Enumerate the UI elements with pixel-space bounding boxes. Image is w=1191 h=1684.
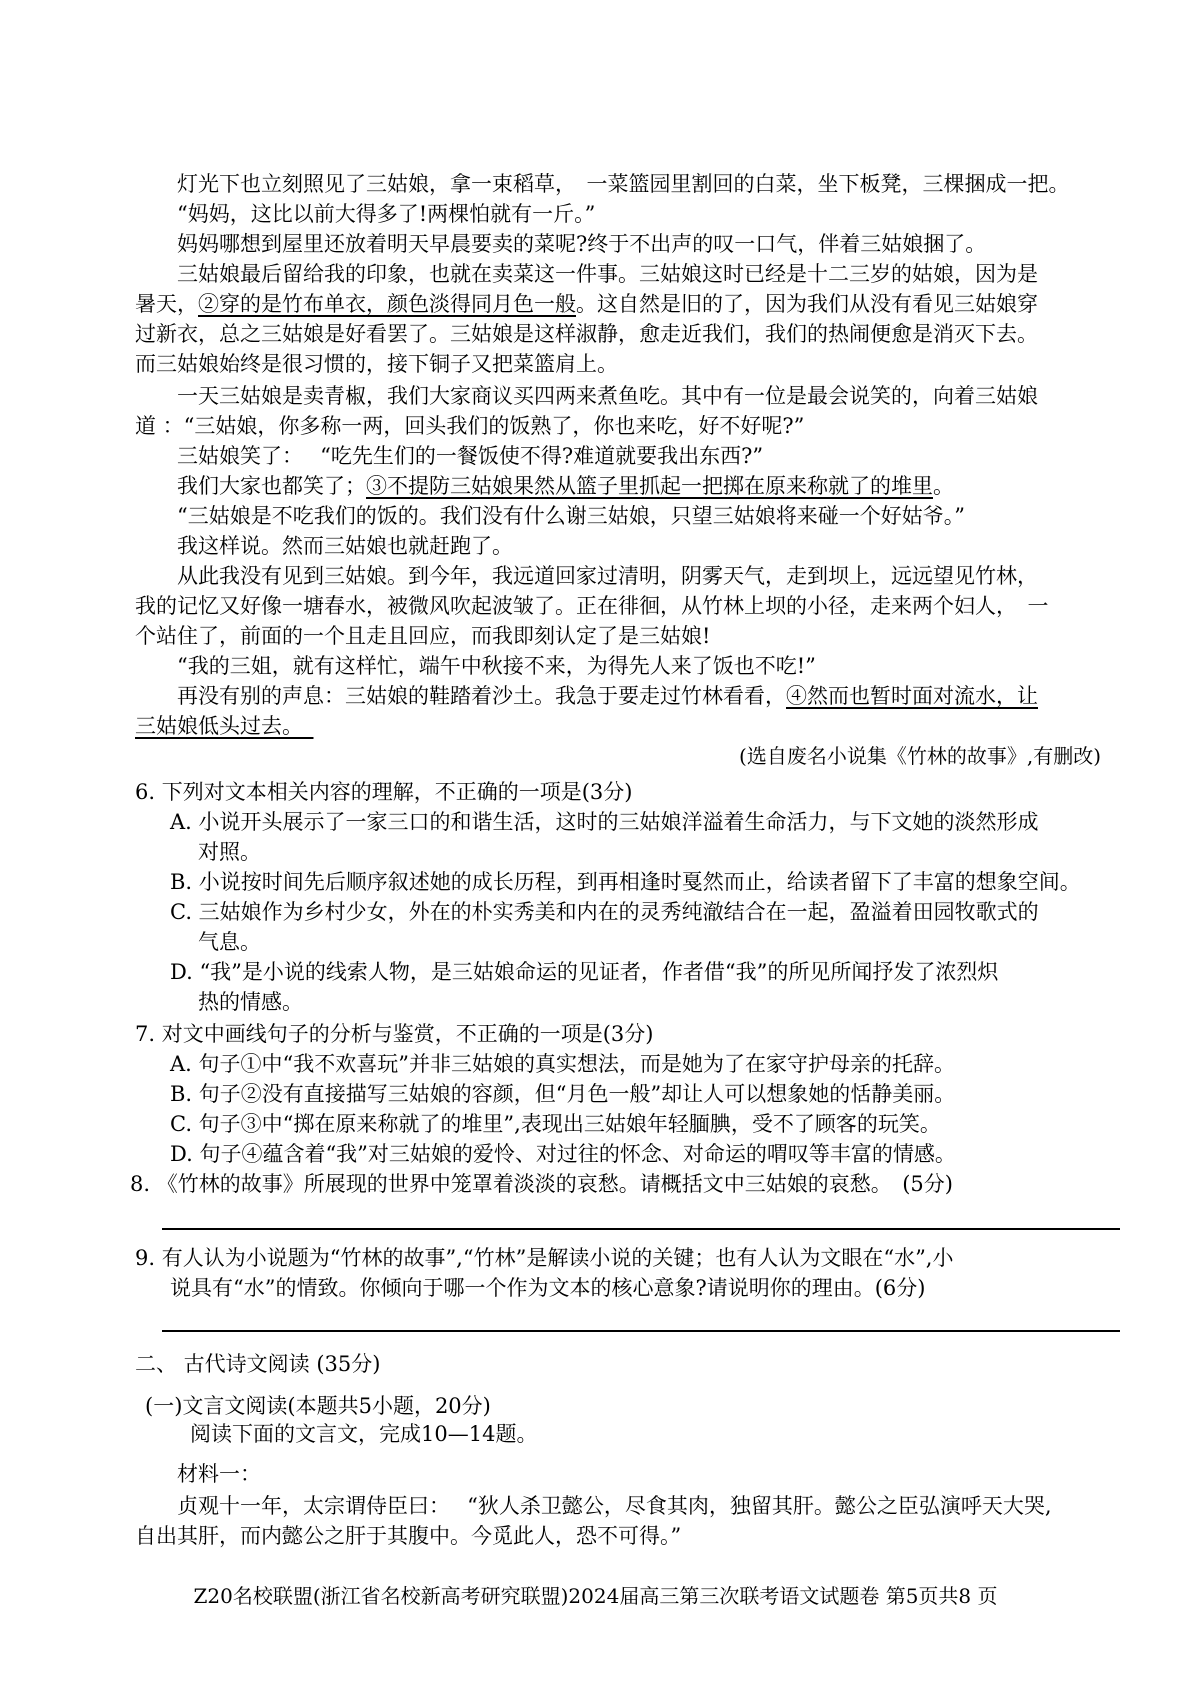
question-8: 8. 《竹林的故事》所展现的世界中笼罩着淡淡的哀愁。请概括文中三姑娘的哀愁。 (5分) [130, 1172, 953, 1196]
passage-paragraph-line: 个站住了，前面的一个且走且回应，而我即刻认定了是三姑娘! [135, 624, 711, 648]
question-6-option-d: D. “我”是小说的线索人物，是三姑娘命运的见证者，作者借“我”的所见所闻抒发了浓烈炽 [170, 960, 999, 984]
question-6-option-a: A. 小说开头展示了一家三口的和谐生活，这时的三姑娘洋溢着生命活力，与下文她的淡然形成 [170, 810, 1039, 834]
passage-paragraph-line [135, 290, 1038, 318]
passage-paragraph: “妈妈，这比以前大得多了!两棵怕就有一斤。” [177, 202, 596, 226]
question-7-option-b: B. 句子②没有直接描写三姑娘的容颜，但“月色一般”却让人可以想象她的恬静美丽。 [170, 1082, 956, 1106]
instruction: 阅读下面的文言文，完成10—14题。 [190, 1422, 538, 1446]
passage-paragraph-line [135, 712, 314, 740]
passage-paragraph-line: 而三姑娘始终是很习惯的，接下铜子又把菜篮肩上。 [135, 352, 618, 376]
passage-paragraph-line: 我的记忆又好像一塘春水，被微风吹起波皱了。正在徘徊，从竹林上坝的小径，走来两个妇人， 一 [135, 594, 1049, 618]
question-6-option-c-cont: 气息。 [198, 930, 261, 954]
passage-paragraph: 妈妈哪想到屋里还放着明天早晨要卖的菜呢?终于不出声的叹一口气，伴着三姑娘捆了。 [177, 232, 987, 256]
question-7-option-c: C. 句子③中“掷在原来称就了的堆里”,表现出三姑娘年轻腼腆，受不了顾客的玩笑。 [170, 1112, 941, 1136]
passage-paragraph: 从此我没有见到三姑娘。到今年，我远道回家过清明，阴雾天气，走到坝上，远远望见竹林， [177, 564, 1038, 588]
underlined-sentence-3: ③不提防三姑娘果然从篮子里抓起一把掷在原来称就了的堆里 [366, 474, 933, 498]
answer-line [162, 1228, 1120, 1230]
passage-paragraph: 三姑娘最后留给我的印象，也就在卖菜这一件事。三姑娘这时已经是十二三岁的姑娘，因为是 [177, 262, 1038, 286]
passage-paragraph-line: 道 ：“三姑娘，你多称一两，回头我们的饭熟了，你也来吃，好不好呢?” [135, 414, 805, 438]
question-6-option-a-cont: 对照。 [198, 840, 261, 864]
passage-text: 再没有别的声息：三姑娘的鞋踏着沙土。我急于要走过竹林看看， [177, 684, 786, 708]
question-9: 9. 有人认为小说题为“竹林的故事”,“竹林”是解读小说的关键；也有人认为文眼在“水”,小 [135, 1246, 954, 1270]
passage-paragraph: “我的三姐，就有这样忙，端午中秋接不来，为得先人来了饭也不吃!” [177, 654, 816, 678]
source-citation: (选自废名小说集《竹林的故事》,有删改) [739, 744, 1101, 768]
material-label: 材料一： [177, 1462, 261, 1486]
question-7-option-d: D. 句子④蕴含着“我”对三姑娘的爱怜、对过往的怀念、对命运的喟叹等丰富的情感。 [170, 1142, 956, 1166]
question-6-option-d-cont: 热的情感。 [198, 990, 303, 1014]
section-heading: 二、 古代诗文阅读 (35分) [135, 1352, 381, 1376]
question-6-option-c: C. 三姑娘作为乡村少女，外在的朴实秀美和内在的灵秀纯澈结合在一起，盈溢着田园牧歌式的 [170, 900, 1039, 924]
underlined-sentence-2: ②穿的是竹布单衣，颜色淡得同月色一般 [198, 292, 576, 316]
passage-text: 我们大家也都笑了； [177, 474, 366, 498]
page-footer: Z20名校联盟(浙江省名校新高考研究联盟)2024届高三第三次联考语文试题卷 第5页共8 页 [193, 1584, 998, 1608]
underlined-sentence-4-cont: 三姑娘低头过去。 [135, 714, 293, 738]
question-7-option-a: A. 句子①中“我不欢喜玩”并非三姑娘的真实想法，而是她为了在家守护母亲的托辞。 [170, 1052, 955, 1076]
question-6-option-b: B. 小说按时间先后顺序叙述她的成长历程，到再相逢时戛然而止，给读者留下了丰富的想象空间。 [170, 870, 1081, 894]
passage-text: 。这自然是旧的了，因为我们从没有看见三姑娘穿 [576, 292, 1038, 316]
passage-paragraph-line: 过新衣，总之三姑娘是好看罢了。三姑娘是这样淑静，愈走近我们，我们的热闹便愈是消灭下去。 [135, 322, 1038, 346]
passage-paragraph: 我这样说。然而三姑娘也就赶跑了。 [177, 534, 513, 558]
answer-line [162, 1330, 1120, 1332]
underlined-sentence-4: ④然而也暂时面对流水，让 [786, 684, 1038, 708]
classical-text-cont: 自出其肝，而内懿公之肝于其腹中。今觅此人，恐不可得。” [135, 1524, 682, 1548]
passage-paragraph: 灯光下也立刻照见了三姑娘，拿一束稻草， 一菜篮园里割回的白菜，坐下板凳，三棵捆成一把。 [177, 172, 1070, 196]
passage-paragraph: 三姑娘笑了： “吃先生们的一餐饭使不得?难道就要我出东西?” [177, 444, 764, 468]
passage-paragraph: “三姑娘是不吃我们的饭的。我们没有什么谢三姑娘，只望三姑娘将来碰一个好姑爷。” [177, 504, 965, 528]
passage-text: 。 [933, 474, 954, 498]
passage-paragraph: 一天三姑娘是卖青椒，我们大家商议买四两来煮鱼吃。其中有一位是最会说笑的，向着三姑娘 [177, 384, 1038, 408]
question-6: 6. 下列对文本相关内容的理解，不正确的一项是(3分) [135, 780, 633, 804]
classical-text: 贞观十一年，太宗谓侍臣曰： “狄人杀卫懿公，尽食其肉，独留其肝。懿公之臣弘演呼天大哭, [177, 1494, 1052, 1518]
passage-text: 暑天， [135, 292, 198, 316]
passage-paragraph-line [177, 472, 954, 500]
question-7: 7. 对文中画线句子的分析与鉴赏，不正确的一项是(3分) [135, 1022, 654, 1046]
subsection-heading: (一)文言文阅读(本题共5小题，20分) [145, 1394, 491, 1418]
question-9-cont: 说具有“水”的情致。你倾向于哪一个作为文本的核心意象?请说明你的理由。(6分) [170, 1276, 926, 1300]
passage-paragraph-line [177, 682, 1038, 710]
